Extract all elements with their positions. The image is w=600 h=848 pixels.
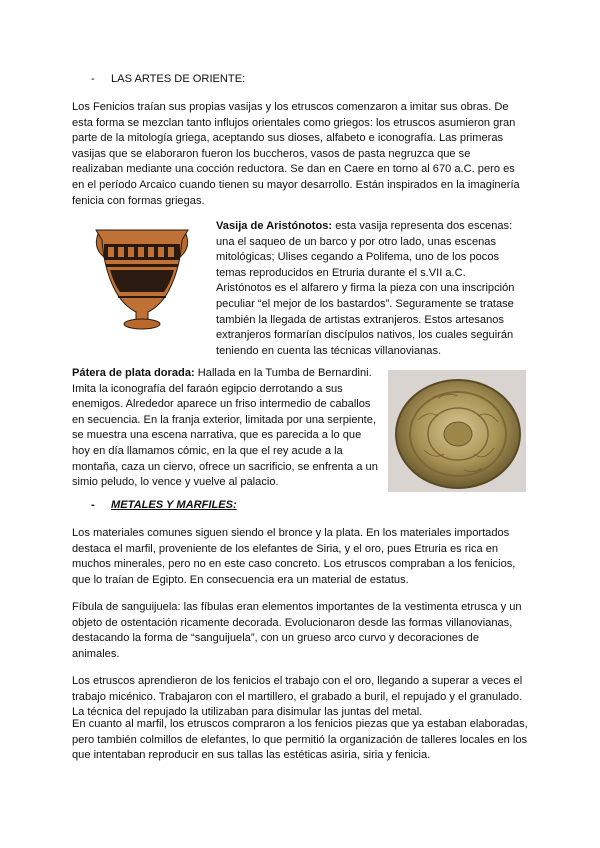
- section-heading-metales: [91, 498, 237, 512]
- metals-paragraph: Los materiales comunes siguen siendo el bronce y la plata. En los materiales importados destaca el marfil, proveniente de los elefantes de Siria, y el oro, pues Etruria es rica en muchos minerales, pero no en este caso concreto. Los etruscos compraban a los fenicios, que lo traían de Egipto. En consecuencia era un material de estatus.: [72, 527, 516, 586]
- ivory-paragraph: En cuanto al marfil, los etruscos compraron a los fenicios piezas que ya estaban elaboradas, pero también colmillos de elefantes, lo que permitió la organización de talleres locales en los que intentaban reproducir en sus tallas las estéticas asiria, siria y fenicia.: [72, 718, 528, 762]
- heading-title-2: METALES Y MARFILES:: [111, 499, 237, 511]
- patera-image: [388, 370, 526, 492]
- section-heading-oriente: [91, 72, 245, 86]
- vase-text: esta vasija representa dos escenas: una el saqueo de un barco y por otro lado, unas escenas mitológicas; Ulises cegando a Polifema, uno de los pocos temas reproducidos en Etruria durante el s.VII a.C. Aristónotos es el alfarero y firma la pieza con una inscripción peculiar “el mejor de los bastardos”. Seguramente se tratase también la llegada de artistas extranjeros. Estos artesanos extranjeros formarían discípulos nativos, los cuales seguirán teniendo en cuenta las técnicas villanovianas.: [216, 220, 515, 357]
- patera-paragraph: [72, 366, 378, 491]
- patera-text: Hallada en la Tumba de Bernardini. Imita la iconografía del faraón egipcio derrotando a sus enemigos. Alrededor aparece un friso intermedio de caballos en secuencia. En la franja exterior, limitada por una serpiente, se muestra una escena narrativa, que es parecida a lo que hoy en día llamamos cómic, en la que el rey acude a la montaña, caza un ciervo, ofrece un sacrificio, se enfrenta a un simio peludo, lo vence y vuelve al palacio.: [72, 367, 378, 489]
- heading-bullet: -: [91, 73, 95, 85]
- aristonotos-vase-image: [82, 220, 202, 340]
- gold-paragraph: Los etruscos aprendieron de los fenicios el trabajo con el oro, llegando a superar a veces el trabajo micénico. Trabajaron con el martillero, el grabado a buril, el repujado y el granulado. La técnica del repujado la utilizaban para disimular las juntas del metal.: [72, 675, 523, 719]
- heading-title: LAS ARTES DE ORIENTE:: [111, 73, 246, 85]
- vase-paragraph: [216, 219, 522, 359]
- intro-paragraph: Los Fenicios traían sus propias vasijas y los etruscos comenzaron a imitar sus obras. De esta forma se mezclan tanto influjos orientales como griegos: los etruscos asumieron gran parte de la mitología griega, aceptando sus dioses, alfabeto e iconografía. Las primeras vasijas que se elaboraron fueron los buccheros, vasos de pasta negruzca que se realizaban mediante una cocción reductora. Se dan en Caere en torno al 670 a.C. pero es en el período Arcaico cuando tienen su mayor desarrollo. Están inspirados en la imaginería fenicia con formas griegas.: [72, 101, 520, 207]
- vase-title: Vasija de Aristónotos:: [216, 220, 333, 232]
- heading-bullet-2: -: [91, 499, 95, 511]
- patera-title: Pátera de plata dorada:: [72, 367, 195, 379]
- fibula-paragraph: Fíbula de sanguijuela: las fíbulas eran elementos importantes de la vestimenta etrusca y un objeto de ostentación ricamente decorada. Evolucionaron desde las formas villanovianas, destacando la forma de “sanguijuela”, con un grueso arco curvo y decoraciones de animales.: [72, 601, 522, 660]
